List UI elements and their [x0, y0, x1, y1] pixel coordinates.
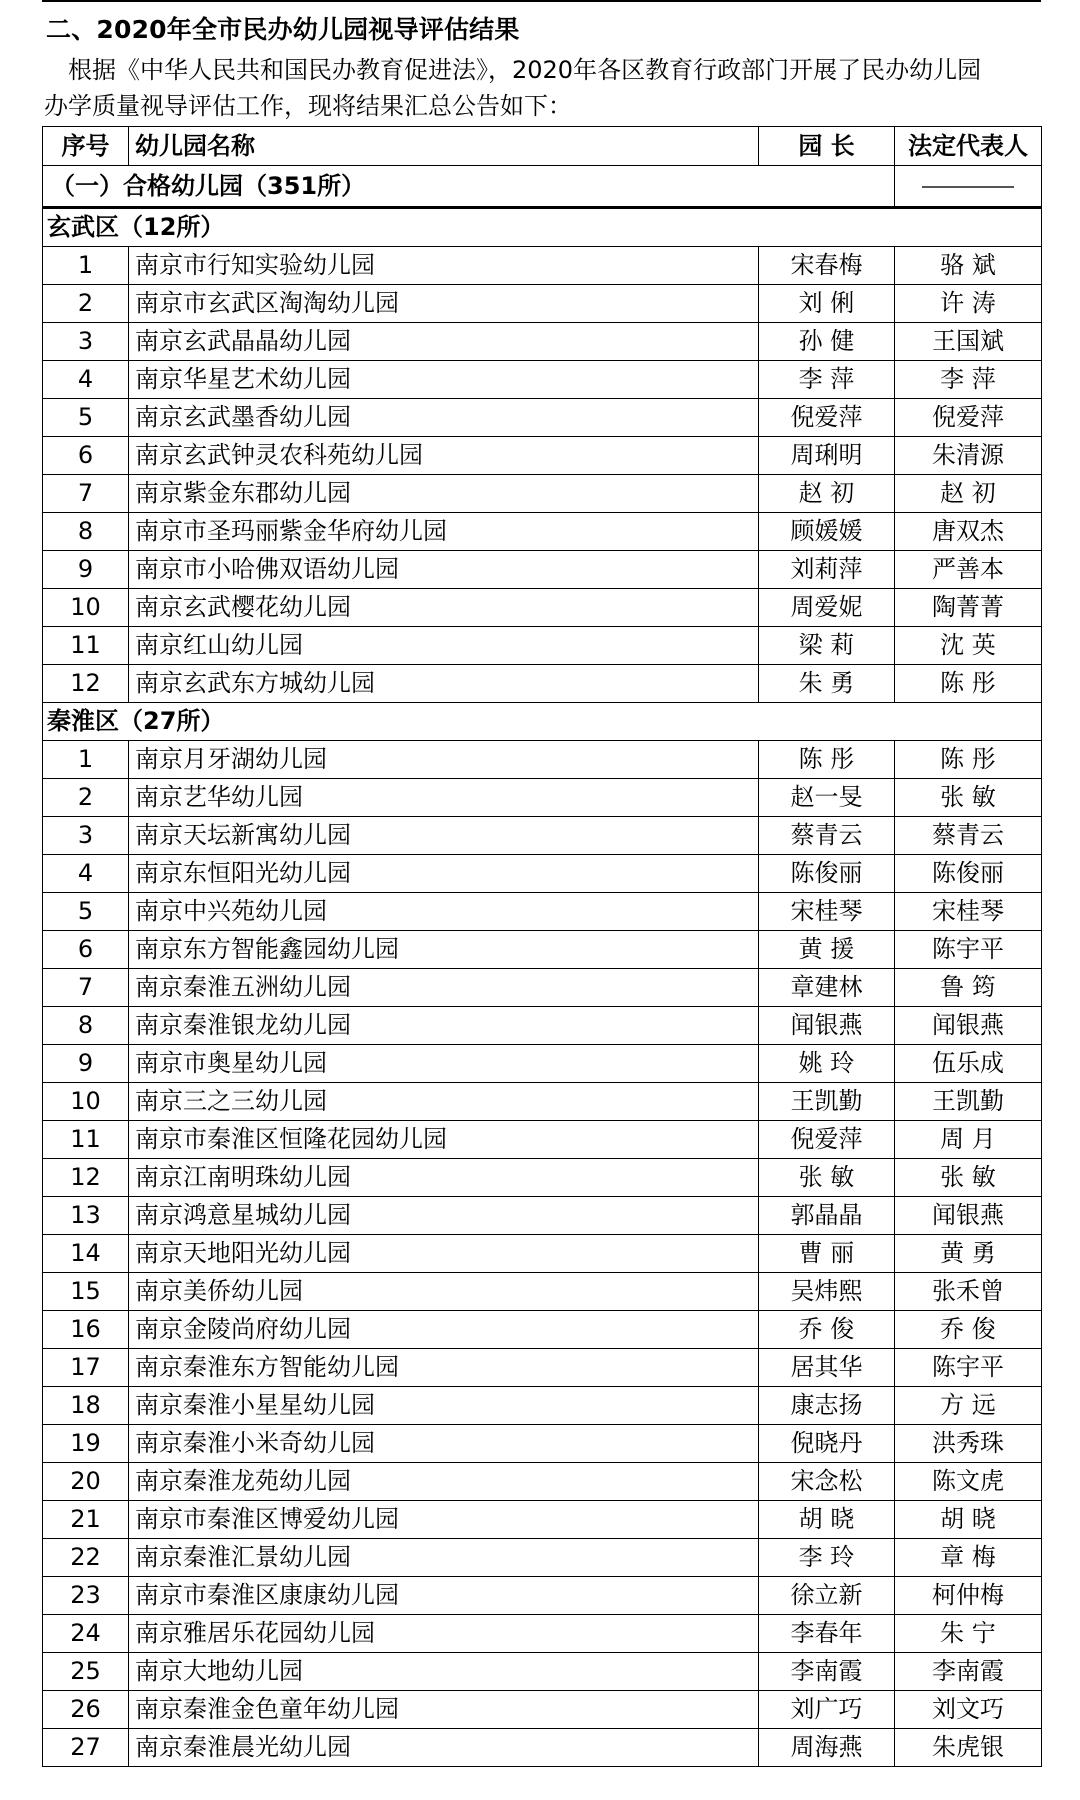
- table-row: [43, 969, 1042, 1007]
- table-row: [43, 1159, 1042, 1197]
- legal-rep-name: 陈 彤: [895, 665, 1042, 703]
- legal-rep-name: 张禾曾: [895, 1273, 1042, 1311]
- legal-rep-name: 黄 勇: [895, 1235, 1042, 1273]
- legal-rep-name: 方 远: [895, 1387, 1042, 1425]
- table-row: [43, 1577, 1042, 1615]
- row-number: 25: [43, 1653, 129, 1691]
- principal-name: 倪爱萍: [759, 399, 895, 437]
- table-row: [43, 931, 1042, 969]
- principal-name: 吴炜熙: [759, 1273, 895, 1311]
- legal-rep-name: 骆 斌: [895, 247, 1042, 285]
- legal-rep-name: 刘文巧: [895, 1691, 1042, 1729]
- legal-rep-name: 朱清源: [895, 437, 1042, 475]
- kindergarten-name: 南京秦淮银龙幼儿园: [129, 1007, 759, 1045]
- principal-name: 郭晶晶: [759, 1197, 895, 1235]
- kindergarten-name: 南京东方智能鑫园幼儿园: [129, 931, 759, 969]
- table-row: [43, 855, 1042, 893]
- kindergarten-name: 南京玄武晶晶幼儿园: [129, 323, 759, 361]
- table-row: [43, 1311, 1042, 1349]
- kindergarten-name: 南京红山幼儿园: [129, 627, 759, 665]
- kindergarten-name: 南京中兴苑幼儿园: [129, 893, 759, 931]
- principal-name: 李 萍: [759, 361, 895, 399]
- kindergarten-name: 南京天坛新寓幼儿园: [129, 817, 759, 855]
- table-row: [43, 285, 1042, 323]
- table-row: [43, 1007, 1042, 1045]
- header-name: 幼儿园名称: [129, 127, 759, 166]
- principal-name: 孙 健: [759, 323, 895, 361]
- legal-rep-name: 陶菁菁: [895, 589, 1042, 627]
- table-row: [43, 741, 1042, 779]
- table-row: [43, 1121, 1042, 1159]
- district-title: 玄武区（12所）: [43, 208, 1042, 247]
- kindergarten-name: 南京秦淮五洲幼儿园: [129, 969, 759, 1007]
- legal-rep-name: 柯仲梅: [895, 1577, 1042, 1615]
- row-number: 18: [43, 1387, 129, 1425]
- row-number: 1: [43, 247, 129, 285]
- table-row: [43, 779, 1042, 817]
- kindergarten-name: 南京秦淮晨光幼儿园: [129, 1729, 759, 1767]
- top-rule: [42, 0, 1041, 2]
- row-number: 6: [43, 931, 129, 969]
- kindergarten-name: 南京秦淮小米奇幼儿园: [129, 1425, 759, 1463]
- principal-name: 刘 俐: [759, 285, 895, 323]
- row-number: 4: [43, 855, 129, 893]
- kindergarten-name: 南京秦淮小星星幼儿园: [129, 1387, 759, 1425]
- kindergarten-name: 南京江南明珠幼儿园: [129, 1159, 759, 1197]
- kindergarten-name: 南京市奥星幼儿园: [129, 1045, 759, 1083]
- row-number: 7: [43, 969, 129, 1007]
- row-number: 23: [43, 1577, 129, 1615]
- principal-name: 曹 丽: [759, 1235, 895, 1273]
- legal-rep-name: 王国斌: [895, 323, 1042, 361]
- row-number: 11: [43, 627, 129, 665]
- principal-name: 李南霞: [759, 1653, 895, 1691]
- header-legal-rep: 法定代表人: [895, 127, 1042, 166]
- district-title: 秦淮区（27所）: [43, 703, 1042, 741]
- row-number: 7: [43, 475, 129, 513]
- legal-rep-name: 陈宇平: [895, 1349, 1042, 1387]
- legal-rep-name: 章 梅: [895, 1539, 1042, 1577]
- kindergarten-name: 南京市玄武区淘淘幼儿园: [129, 285, 759, 323]
- principal-name: 倪晓丹: [759, 1425, 895, 1463]
- kindergarten-name: 南京东恒阳光幼儿园: [129, 855, 759, 893]
- row-number: 6: [43, 437, 129, 475]
- kindergarten-name: 南京美侨幼儿园: [129, 1273, 759, 1311]
- principal-name: 张 敏: [759, 1159, 895, 1197]
- row-number: 3: [43, 817, 129, 855]
- kindergarten-table: [42, 126, 1042, 1767]
- kindergarten-name: 南京紫金东郡幼儿园: [129, 475, 759, 513]
- kindergarten-name: 南京玄武墨香幼儿园: [129, 399, 759, 437]
- row-number: 4: [43, 361, 129, 399]
- row-number: 22: [43, 1539, 129, 1577]
- principal-name: 康志扬: [759, 1387, 895, 1425]
- principal-name: 陈俊丽: [759, 855, 895, 893]
- kindergarten-name: 南京市秦淮区康康幼儿园: [129, 1577, 759, 1615]
- kindergarten-name: 南京秦淮东方智能幼儿园: [129, 1349, 759, 1387]
- principal-name: 周爱妮: [759, 589, 895, 627]
- legal-rep-name: 李 萍: [895, 361, 1042, 399]
- principal-name: 徐立新: [759, 1577, 895, 1615]
- legal-rep-name: 赵 初: [895, 475, 1042, 513]
- principal-name: 胡 晓: [759, 1501, 895, 1539]
- legal-rep-name: 李南霞: [895, 1653, 1042, 1691]
- table-row: [43, 475, 1042, 513]
- legal-rep-name: 鲁 筠: [895, 969, 1042, 1007]
- principal-name: 刘莉萍: [759, 551, 895, 589]
- row-number: 10: [43, 589, 129, 627]
- legal-rep-name: 闻银燕: [895, 1007, 1042, 1045]
- table-row: [43, 1653, 1042, 1691]
- principal-name: 姚 玲: [759, 1045, 895, 1083]
- legal-rep-name: 严善本: [895, 551, 1042, 589]
- table-row: [43, 1539, 1042, 1577]
- legal-rep-name: 陈宇平: [895, 931, 1042, 969]
- principal-name: 居其华: [759, 1349, 895, 1387]
- principal-name: 顾媛媛: [759, 513, 895, 551]
- table-row: [43, 551, 1042, 589]
- legal-rep-name: 张 敏: [895, 779, 1042, 817]
- principal-name: 宋春梅: [759, 247, 895, 285]
- principal-name: 朱 勇: [759, 665, 895, 703]
- table-row: [43, 1273, 1042, 1311]
- table-row: [43, 1615, 1042, 1653]
- kindergarten-name: 南京市小哈佛双语幼儿园: [129, 551, 759, 589]
- kindergarten-name: 南京玄武钟灵农科苑幼儿园: [129, 437, 759, 475]
- legal-rep-name: 周 月: [895, 1121, 1042, 1159]
- row-number: 14: [43, 1235, 129, 1273]
- legal-rep-name: 倪爱萍: [895, 399, 1042, 437]
- principal-name: 宋桂琴: [759, 893, 895, 931]
- kindergarten-name: 南京天地阳光幼儿园: [129, 1235, 759, 1273]
- kindergarten-name: 南京玄武东方城幼儿园: [129, 665, 759, 703]
- table-row: [43, 399, 1042, 437]
- legal-rep-name: 陈俊丽: [895, 855, 1042, 893]
- principal-name: 周海燕: [759, 1729, 895, 1767]
- intro-paragraph-line1: 根据《中华人民共和国民办教育促进法》，2020年各区教育行政部门开展了民办幼儿园: [68, 56, 982, 84]
- table-row: [43, 1045, 1042, 1083]
- principal-name: 倪爱萍: [759, 1121, 895, 1159]
- principal-name: 章建林: [759, 969, 895, 1007]
- row-number: 10: [43, 1083, 129, 1121]
- principal-name: 宋念松: [759, 1463, 895, 1501]
- section-title: 二、2020年全市民办幼儿园视导评估结果: [46, 15, 520, 44]
- kindergarten-name: 南京雅居乐花园幼儿园: [129, 1615, 759, 1653]
- table-row: [43, 1083, 1042, 1121]
- legal-rep-name: 陈文虎: [895, 1463, 1042, 1501]
- row-number: 9: [43, 1045, 129, 1083]
- row-number: 5: [43, 893, 129, 931]
- table-row: [43, 1197, 1042, 1235]
- principal-name: 王凯勤: [759, 1083, 895, 1121]
- district-header-row: [43, 208, 1042, 247]
- legal-rep-name: 宋桂琴: [895, 893, 1042, 931]
- principal-name: 陈 彤: [759, 741, 895, 779]
- table-row: [43, 1501, 1042, 1539]
- kindergarten-name: 南京市秦淮区博爱幼儿园: [129, 1501, 759, 1539]
- intro-paragraph-line2: 办学质量视导评估工作，现将结果汇总公告如下：: [44, 92, 572, 120]
- kindergarten-name: 南京市行知实验幼儿园: [129, 247, 759, 285]
- table-row: [43, 361, 1042, 399]
- row-number: 12: [43, 1159, 129, 1197]
- row-number: 9: [43, 551, 129, 589]
- row-number: 27: [43, 1729, 129, 1767]
- table-row: [43, 323, 1042, 361]
- kindergarten-name: 南京鸿意星城幼儿园: [129, 1197, 759, 1235]
- row-number: 20: [43, 1463, 129, 1501]
- category-dash: [895, 166, 1042, 208]
- header-principal: 园 长: [759, 127, 895, 166]
- table-row: [43, 437, 1042, 475]
- legal-rep-name: 许 涛: [895, 285, 1042, 323]
- principal-name: 赵一旻: [759, 779, 895, 817]
- row-number: 2: [43, 285, 129, 323]
- principal-name: 李 玲: [759, 1539, 895, 1577]
- row-number: 15: [43, 1273, 129, 1311]
- legal-rep-name: 胡 晓: [895, 1501, 1042, 1539]
- row-number: 1: [43, 741, 129, 779]
- row-number: 19: [43, 1425, 129, 1463]
- row-number: 5: [43, 399, 129, 437]
- row-number: 16: [43, 1311, 129, 1349]
- table-row: [43, 1463, 1042, 1501]
- table-row: [43, 627, 1042, 665]
- table-row: [43, 513, 1042, 551]
- row-number: 13: [43, 1197, 129, 1235]
- table-row: [43, 589, 1042, 627]
- kindergarten-name: 南京玄武樱花幼儿园: [129, 589, 759, 627]
- table-row: [43, 1729, 1042, 1767]
- kindergarten-name: 南京市圣玛丽紫金华府幼儿园: [129, 513, 759, 551]
- principal-name: 赵 初: [759, 475, 895, 513]
- principal-name: 梁 莉: [759, 627, 895, 665]
- district-header-row: [43, 703, 1042, 741]
- legal-rep-name: 王凯勤: [895, 1083, 1042, 1121]
- legal-rep-name: 伍乐成: [895, 1045, 1042, 1083]
- legal-rep-name: 张 敏: [895, 1159, 1042, 1197]
- table-row: [43, 1349, 1042, 1387]
- principal-name: 闻银燕: [759, 1007, 895, 1045]
- table-row: [43, 1425, 1042, 1463]
- principal-name: 乔 俊: [759, 1311, 895, 1349]
- table-row: [43, 817, 1042, 855]
- principal-name: 李春年: [759, 1615, 895, 1653]
- category-title: （一）合格幼儿园（351所）: [43, 166, 895, 208]
- row-number: 21: [43, 1501, 129, 1539]
- kindergarten-name: 南京大地幼儿园: [129, 1653, 759, 1691]
- table-header-row: [43, 127, 1042, 166]
- table-row: [43, 665, 1042, 703]
- row-number: 11: [43, 1121, 129, 1159]
- kindergarten-name: 南京华星艺术幼儿园: [129, 361, 759, 399]
- row-number: 17: [43, 1349, 129, 1387]
- legal-rep-name: 唐双杰: [895, 513, 1042, 551]
- legal-rep-name: 闻银燕: [895, 1197, 1042, 1235]
- principal-name: 蔡青云: [759, 817, 895, 855]
- kindergarten-name: 南京月牙湖幼儿园: [129, 741, 759, 779]
- kindergarten-name: 南京秦淮龙苑幼儿园: [129, 1463, 759, 1501]
- legal-rep-name: 朱虎银: [895, 1729, 1042, 1767]
- table-row: [43, 1387, 1042, 1425]
- principal-name: 周琍明: [759, 437, 895, 475]
- row-number: 2: [43, 779, 129, 817]
- legal-rep-name: 乔 俊: [895, 1311, 1042, 1349]
- legal-rep-name: 洪秀珠: [895, 1425, 1042, 1463]
- kindergarten-name: 南京市秦淮区恒隆花园幼儿园: [129, 1121, 759, 1159]
- legal-rep-name: 陈 彤: [895, 741, 1042, 779]
- kindergarten-name: 南京艺华幼儿园: [129, 779, 759, 817]
- kindergarten-name: 南京秦淮金色童年幼儿园: [129, 1691, 759, 1729]
- legal-rep-name: 朱 宁: [895, 1615, 1042, 1653]
- legal-rep-name: 沈 英: [895, 627, 1042, 665]
- kindergarten-name: 南京三之三幼儿园: [129, 1083, 759, 1121]
- table-row: [43, 893, 1042, 931]
- table-row: [43, 247, 1042, 285]
- row-number: 24: [43, 1615, 129, 1653]
- kindergarten-name: 南京金陵尚府幼儿园: [129, 1311, 759, 1349]
- table-row: [43, 1691, 1042, 1729]
- row-number: 26: [43, 1691, 129, 1729]
- category-row: [43, 166, 1042, 208]
- row-number: 8: [43, 513, 129, 551]
- legal-rep-name: 蔡青云: [895, 817, 1042, 855]
- principal-name: 黄 援: [759, 931, 895, 969]
- row-number: 8: [43, 1007, 129, 1045]
- row-number: 3: [43, 323, 129, 361]
- header-no: 序号: [43, 127, 129, 166]
- row-number: 12: [43, 665, 129, 703]
- table-row: [43, 1235, 1042, 1273]
- principal-name: 刘广巧: [759, 1691, 895, 1729]
- kindergarten-name: 南京秦淮汇景幼儿园: [129, 1539, 759, 1577]
